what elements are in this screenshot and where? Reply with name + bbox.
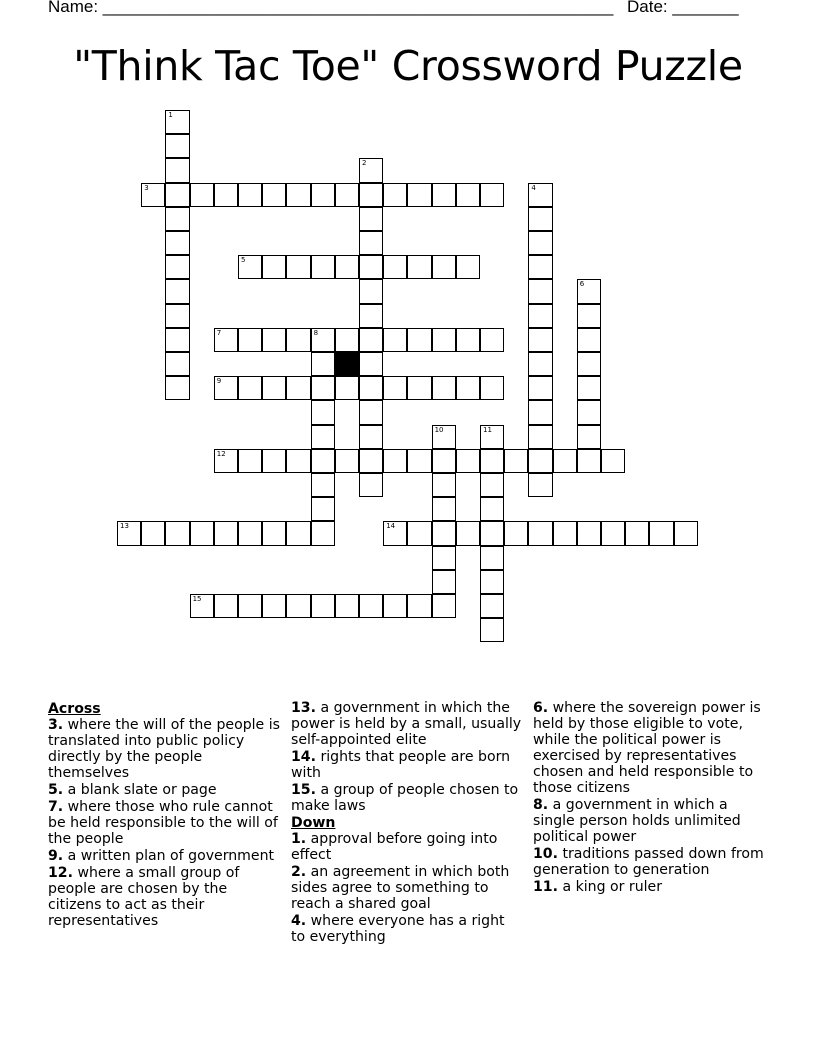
crossword-cell[interactable] (165, 376, 189, 400)
crossword-cell[interactable] (577, 328, 601, 352)
crossword-cell[interactable] (335, 376, 359, 400)
cell-number: 10 (434, 425, 444, 434)
clue-number: 9. (48, 848, 64, 864)
clues-column-1 (48, 700, 280, 930)
crossword-cell[interactable] (165, 134, 189, 158)
crossword-cell[interactable] (141, 521, 165, 545)
crossword-cell[interactable] (286, 521, 310, 545)
crossword-cell[interactable] (432, 546, 456, 570)
clue-number: 12. (48, 865, 73, 881)
crossword-cell[interactable] (286, 328, 310, 352)
crossword-cell[interactable] (286, 255, 310, 279)
crossword-cell[interactable] (311, 497, 335, 521)
crossword-cell[interactable] (407, 594, 431, 618)
clue-across-13 (291, 700, 523, 748)
crossword-cell[interactable] (359, 328, 383, 352)
crossword-cell[interactable] (311, 473, 335, 497)
crossword-cell[interactable] (262, 376, 286, 400)
crossword-cell[interactable] (165, 207, 189, 231)
crossword-cell[interactable] (335, 255, 359, 279)
clue-across-15 (291, 782, 523, 814)
crossword-cell[interactable] (311, 521, 335, 545)
crossword-cell[interactable] (407, 255, 431, 279)
crossword-cell[interactable] (480, 183, 504, 207)
crossword-cell[interactable] (359, 231, 383, 255)
crossword-cell[interactable] (238, 183, 262, 207)
crossword-cell[interactable] (480, 594, 504, 618)
crossword-cell[interactable] (262, 521, 286, 545)
cell-number: 14 (386, 522, 396, 531)
crossword-cell[interactable] (165, 183, 189, 207)
crossword-cell[interactable] (674, 521, 698, 545)
crossword-cell[interactable] (117, 521, 141, 545)
crossword-cell[interactable] (432, 449, 456, 473)
clue-text: rights that people are born with (291, 749, 511, 781)
crossword-cell[interactable] (359, 425, 383, 449)
crossword-cell[interactable] (214, 449, 238, 473)
clue-number: 13. (291, 700, 316, 716)
crossword-cell[interactable] (311, 594, 335, 618)
crossword-cell[interactable] (311, 376, 335, 400)
crossword-cell[interactable] (528, 183, 552, 207)
clue-across-3 (48, 717, 280, 781)
crossword-cell[interactable] (528, 255, 552, 279)
crossword-cell[interactable] (528, 279, 552, 303)
clue-text: traditions passed down from generation to generation (533, 846, 764, 878)
crossword-cell[interactable] (311, 425, 335, 449)
crossword-cell[interactable] (432, 521, 456, 545)
crossword-cell[interactable] (383, 521, 407, 545)
crossword-cell[interactable] (407, 183, 431, 207)
crossword-cell[interactable] (432, 425, 456, 449)
crossword-cell[interactable] (649, 521, 673, 545)
crossword-cell[interactable] (262, 255, 286, 279)
puzzle-title: "Think Tac Toe" Crossword Puzzle (73, 42, 743, 90)
clue-number: 2. (291, 864, 307, 880)
crossword-cell[interactable] (190, 521, 214, 545)
crossword-cell[interactable] (407, 449, 431, 473)
crossword-cell[interactable] (553, 521, 577, 545)
cell-number: 7 (216, 328, 222, 337)
crossword-cell[interactable] (190, 594, 214, 618)
crossword-cell[interactable] (528, 304, 552, 328)
clue-across-7 (48, 799, 280, 847)
crossword-cell[interactable] (214, 594, 238, 618)
crossword-cell[interactable] (456, 183, 480, 207)
crossword-cell[interactable] (528, 376, 552, 400)
crossword-cell[interactable] (456, 521, 480, 545)
clues-column-2 (291, 700, 523, 946)
clue-number: 14. (291, 749, 316, 765)
cell-number: 9 (216, 377, 222, 386)
crossword-cell[interactable] (359, 279, 383, 303)
crossword-cell[interactable] (359, 400, 383, 424)
clue-number: 1. (291, 831, 307, 847)
crossword-cell[interactable] (286, 594, 310, 618)
crossword-cell[interactable] (335, 328, 359, 352)
crossword-cell[interactable] (238, 328, 262, 352)
clue-text: where the will of the people is translated into public policy directly by the people themselves (48, 717, 280, 781)
clue-down-6 (533, 700, 765, 796)
cell-number: 8 (313, 328, 319, 337)
crossword-cell[interactable] (359, 449, 383, 473)
blocked-cell (335, 352, 359, 376)
crossword-cell[interactable] (383, 255, 407, 279)
cell-number: 13 (120, 522, 129, 531)
crossword-cell[interactable] (238, 449, 262, 473)
clue-number: 6. (533, 700, 549, 716)
crossword-cell[interactable] (311, 255, 335, 279)
crossword-cell[interactable] (577, 279, 601, 303)
clues-column-3 (533, 700, 765, 896)
clue-number: 10. (533, 846, 558, 862)
clue-across-12 (48, 865, 280, 929)
crossword-cell[interactable] (359, 207, 383, 231)
crossword-cell[interactable] (165, 255, 189, 279)
clue-number: 15. (291, 782, 316, 798)
crossword-cell[interactable] (577, 304, 601, 328)
crossword-cell[interactable] (165, 304, 189, 328)
crossword-cell[interactable] (335, 183, 359, 207)
crossword-cell[interactable] (577, 400, 601, 424)
crossword-cell[interactable] (165, 110, 189, 134)
crossword-cell[interactable] (480, 618, 504, 642)
crossword-cell[interactable] (456, 376, 480, 400)
clue-across-14 (291, 749, 523, 781)
clue-text: where those who rule cannot be held responsible to the will of the people (48, 799, 278, 847)
crossword-cell[interactable] (262, 594, 286, 618)
crossword-cell[interactable] (359, 473, 383, 497)
crossword-cell[interactable] (432, 594, 456, 618)
crossword-cell[interactable] (577, 376, 601, 400)
clue-down-11 (533, 879, 765, 895)
crossword-cell[interactable] (238, 594, 262, 618)
clue-text: a group of people chosen to make laws (291, 782, 519, 814)
crossword-cell[interactable] (577, 449, 601, 473)
crossword-cell[interactable] (407, 376, 431, 400)
crossword-cell[interactable] (214, 183, 238, 207)
clue-down-2 (291, 864, 523, 912)
crossword-cell[interactable] (528, 521, 552, 545)
crossword-cell[interactable] (528, 449, 552, 473)
crossword-cell[interactable] (262, 183, 286, 207)
crossword-cell[interactable] (311, 352, 335, 376)
crossword-cell[interactable] (504, 449, 528, 473)
crossword-cell[interactable] (311, 400, 335, 424)
across-heading: Across (48, 701, 101, 717)
clue-down-8 (533, 797, 765, 845)
crossword-cell[interactable] (480, 497, 504, 521)
crossword-cell[interactable] (286, 376, 310, 400)
crossword-cell[interactable] (165, 231, 189, 255)
crossword-cell[interactable] (383, 183, 407, 207)
crossword-cell[interactable] (528, 207, 552, 231)
crossword-cell[interactable] (286, 183, 310, 207)
clue-down-1 (291, 831, 523, 863)
crossword-cell[interactable] (480, 449, 504, 473)
clue-number: 5. (48, 782, 64, 798)
crossword-cell[interactable] (480, 425, 504, 449)
crossword-cell[interactable] (528, 328, 552, 352)
crossword-cell[interactable] (432, 570, 456, 594)
crossword-cell[interactable] (383, 376, 407, 400)
crossword-cell[interactable] (407, 328, 431, 352)
cell-number: 6 (579, 280, 585, 289)
crossword-cell[interactable] (625, 521, 649, 545)
crossword-cell[interactable] (165, 352, 189, 376)
crossword-cell[interactable] (432, 255, 456, 279)
crossword-cell[interactable] (238, 521, 262, 545)
clue-number: 3. (48, 717, 64, 733)
crossword-cell[interactable] (456, 255, 480, 279)
clue-text: approval before going into effect (291, 831, 498, 863)
clue-number: 8. (533, 797, 549, 813)
crossword-cell[interactable] (480, 328, 504, 352)
crossword-cell[interactable] (359, 304, 383, 328)
clue-across-9 (48, 848, 280, 864)
cell-number: 3 (144, 183, 149, 192)
crossword-cell[interactable] (432, 183, 456, 207)
crossword-cell[interactable] (480, 473, 504, 497)
crossword-cell[interactable] (359, 158, 383, 182)
crossword-cell[interactable] (383, 449, 407, 473)
clue-text: an agreement in which both sides agree to something to reach a shared goal (291, 864, 510, 912)
cell-number: 1 (168, 111, 173, 119)
clue-across-5 (48, 782, 280, 798)
crossword-cell[interactable] (383, 594, 407, 618)
crossword-cell[interactable] (190, 183, 214, 207)
crossword-cell[interactable] (432, 497, 456, 521)
clue-text: where the sovereign power is held by those eligible to vote, while the political power is exercised by representatives chosen and held responsible to those citizens (533, 700, 761, 796)
crossword-cell[interactable] (359, 594, 383, 618)
crossword-cell[interactable] (601, 521, 625, 545)
crossword-cell[interactable] (456, 328, 480, 352)
cell-number: 15 (192, 595, 202, 603)
crossword-cell[interactable] (286, 449, 310, 473)
clue-number: 4. (291, 913, 307, 929)
crossword-cell[interactable] (528, 400, 552, 424)
crossword-cell[interactable] (528, 473, 552, 497)
crossword-cell[interactable] (238, 255, 262, 279)
crossword-cell[interactable] (214, 376, 238, 400)
clue-text: a government in which the power is held by a small, usually self-appointed elite (291, 700, 522, 748)
crossword-cell[interactable] (214, 521, 238, 545)
clue-number: 11. (533, 879, 558, 895)
crossword-cell[interactable] (577, 352, 601, 376)
crossword-cell[interactable] (335, 449, 359, 473)
crossword-cell[interactable] (262, 449, 286, 473)
crossword-cell[interactable] (504, 521, 528, 545)
clue-text: where a small group of people are chosen by the citizens to act as their representatives (48, 865, 240, 929)
cell-number: 12 (216, 449, 226, 458)
clue-down-10 (533, 846, 765, 878)
crossword-cell[interactable] (432, 473, 456, 497)
crossword-cell[interactable] (577, 521, 601, 545)
clue-text: a written plan of government (67, 848, 275, 864)
clue-down-4 (291, 913, 523, 945)
name-field-label: Name: ______________________________________________________ (48, 0, 614, 16)
crossword-cell[interactable] (311, 328, 335, 352)
crossword-cell[interactable] (528, 231, 552, 255)
cell-number: 5 (241, 256, 246, 265)
clue-text: a blank slate or page (67, 782, 217, 798)
crossword-cell[interactable] (165, 328, 189, 352)
crossword-cell[interactable] (480, 546, 504, 570)
crossword-cell[interactable] (577, 425, 601, 449)
crossword-cell[interactable] (359, 183, 383, 207)
date-field-label: Date: _______ (627, 0, 739, 16)
crossword-cell[interactable] (553, 449, 577, 473)
crossword-cell[interactable] (601, 449, 625, 473)
crossword-cell[interactable] (359, 352, 383, 376)
crossword-cell[interactable] (456, 449, 480, 473)
crossword-cell[interactable] (262, 328, 286, 352)
cell-number: 4 (531, 183, 536, 192)
crossword-cell[interactable] (528, 425, 552, 449)
crossword-cell[interactable] (311, 183, 335, 207)
crossword-cell[interactable] (165, 158, 189, 182)
crossword-cell[interactable] (359, 376, 383, 400)
clue-number: 7. (48, 799, 64, 815)
crossword-cell[interactable] (165, 521, 189, 545)
crossword-cell[interactable] (238, 376, 262, 400)
clue-text: where everyone has a right to everything (291, 913, 505, 945)
crossword-cell[interactable] (480, 376, 504, 400)
clue-text: a government in which a single person holds unlimited political power (533, 797, 741, 845)
crossword-cell[interactable] (432, 328, 456, 352)
crossword-cell[interactable] (528, 352, 552, 376)
crossword-cell[interactable] (480, 570, 504, 594)
crossword-cell[interactable] (165, 279, 189, 303)
crossword-cell[interactable] (480, 521, 504, 545)
crossword-cell[interactable] (311, 449, 335, 473)
crossword-cell[interactable] (383, 328, 407, 352)
crossword-cell[interactable] (407, 521, 431, 545)
crossword-cell[interactable] (432, 376, 456, 400)
crossword-cell[interactable] (141, 183, 165, 207)
crossword-cell[interactable] (359, 255, 383, 279)
down-heading: Down (291, 815, 336, 831)
cell-number: 2 (362, 159, 367, 168)
cell-number: 11 (483, 425, 492, 434)
clue-text: a king or ruler (562, 879, 663, 895)
crossword-cell[interactable] (335, 594, 359, 618)
crossword-cell[interactable] (214, 328, 238, 352)
